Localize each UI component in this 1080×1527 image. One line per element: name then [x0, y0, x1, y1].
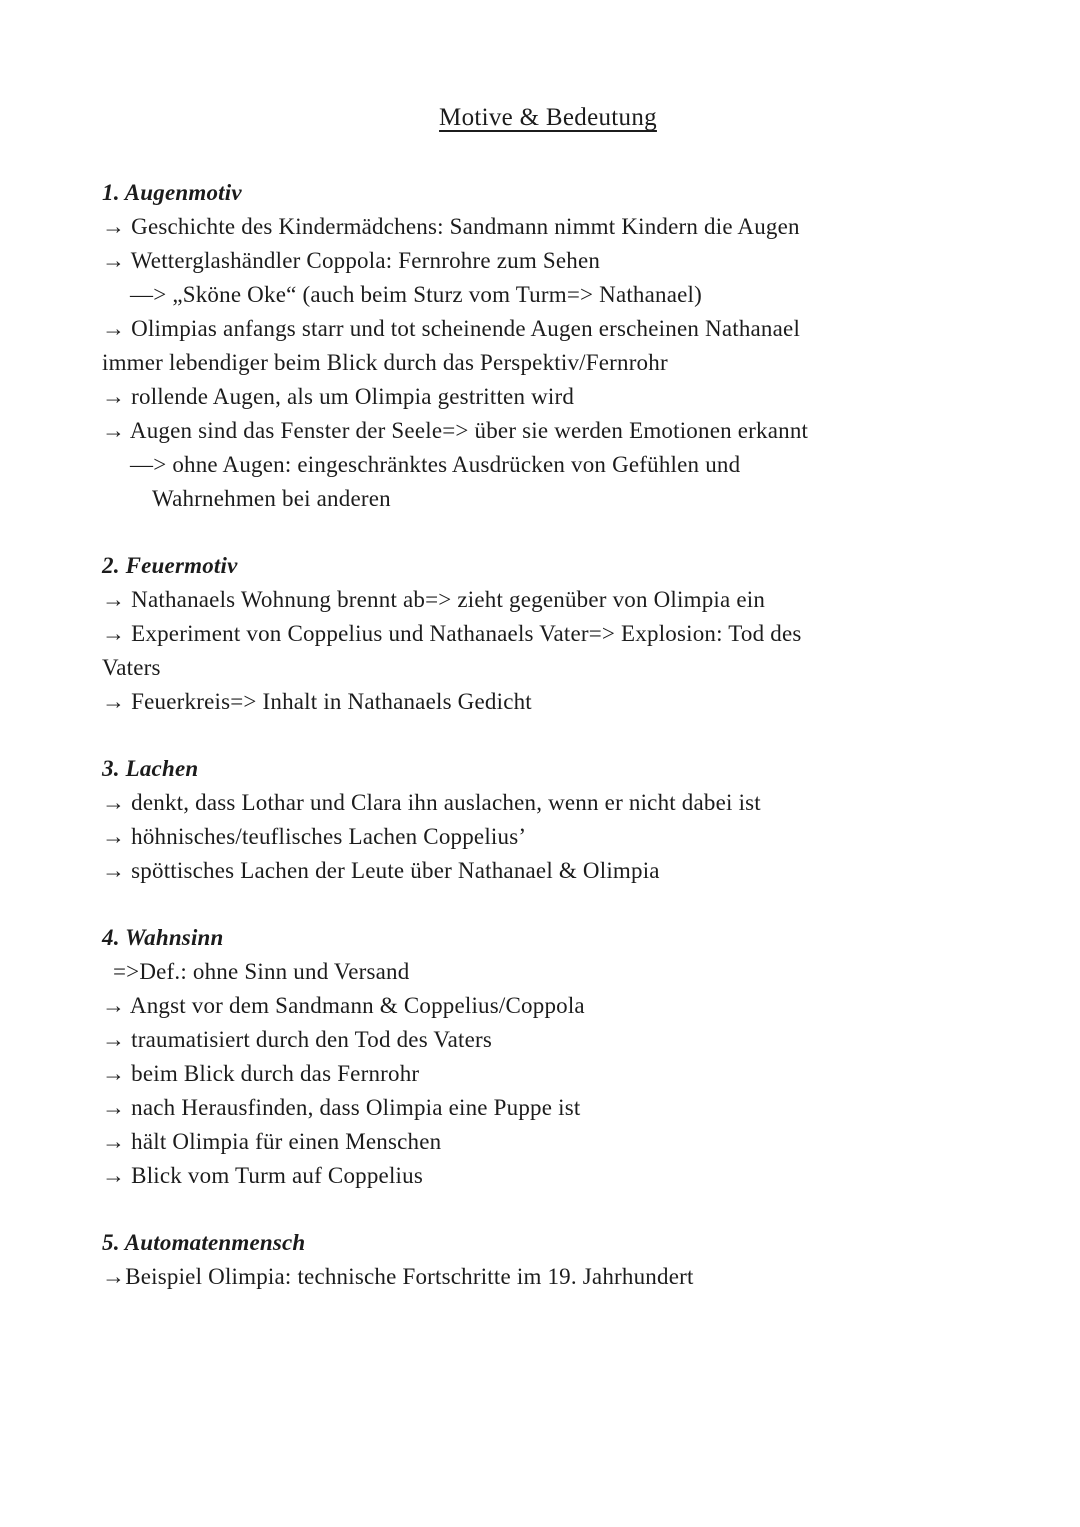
note-line: → Nathanaels Wohnung brennt ab=> zieht gegenüber von Olimpia ein [102, 587, 766, 612]
section-heading: 1. Augenmotiv [102, 180, 242, 205]
section [102, 1226, 994, 1294]
note-line: —> ohne Augen: eingeschränktes Ausdrücken von Gefühlen und [130, 452, 741, 477]
note-line: → Angst vor dem Sandmann & Coppelius/Coppola [102, 993, 585, 1018]
sections [102, 176, 994, 1294]
page-title: Motive & Bedeutung [439, 104, 657, 131]
note-line: Vaters [102, 655, 161, 680]
note-line: →Beispiel Olimpia: technische Fortschritte im 19. Jahrhundert [102, 1264, 694, 1289]
note-line: → höhnisches/teuflisches Lachen Coppelius’ [102, 824, 527, 849]
note-line: → beim Blick durch das Fernrohr [102, 1061, 420, 1086]
section [102, 752, 994, 888]
note-line: → Blick vom Turm auf Coppelius [102, 1163, 423, 1188]
section [102, 176, 994, 516]
note-line: =>Def.: ohne Sinn und Versand [113, 959, 410, 984]
section-heading: 5. Automatenmensch [102, 1230, 306, 1255]
note-line: → Experiment von Coppelius und Nathanaels Vater=> Explosion: Tod des [102, 621, 802, 646]
note-line: → Feuerkreis=> Inhalt in Nathanaels Gedicht [102, 689, 532, 714]
section [102, 921, 994, 1193]
note-line: → rollende Augen, als um Olimpia gestritten wird [102, 384, 575, 409]
note-line: → spöttisches Lachen der Leute über Nathanael & Olimpia [102, 858, 660, 883]
note-line: immer lebendiger beim Blick durch das Perspektiv/Fernrohr [102, 350, 668, 375]
note-line: → traumatisiert durch den Tod des Vaters [102, 1027, 493, 1052]
note-line: → hält Olimpia für einen Menschen [102, 1129, 442, 1154]
note-line: → Augen sind das Fenster der Seele=> über sie werden Emotionen erkannt [102, 418, 809, 443]
note-line: Wahrnehmen bei anderen [152, 486, 391, 511]
section-heading: 2. Feuermotiv [102, 553, 238, 578]
note-line: → nach Herausfinden, dass Olimpia eine Puppe ist [102, 1095, 581, 1120]
section-heading: 4. Wahnsinn [102, 925, 224, 950]
note-line: → Geschichte des Kindermädchens: Sandmann nimmt Kindern die Augen [102, 214, 800, 239]
section-heading: 3. Lachen [102, 756, 199, 781]
note-line: → Wetterglashändler Coppola: Fernrohre zum Sehen [102, 248, 601, 273]
note-line: → Olimpias anfangs starr und tot scheinende Augen erscheinen Nathanael [102, 316, 801, 341]
note-line: —> „Sköne Oke“ (auch beim Sturz vom Turm=> Nathanael) [130, 282, 703, 307]
section [102, 549, 994, 719]
note-line: → denkt, dass Lothar und Clara ihn auslachen, wenn er nicht dabei ist [102, 790, 761, 815]
